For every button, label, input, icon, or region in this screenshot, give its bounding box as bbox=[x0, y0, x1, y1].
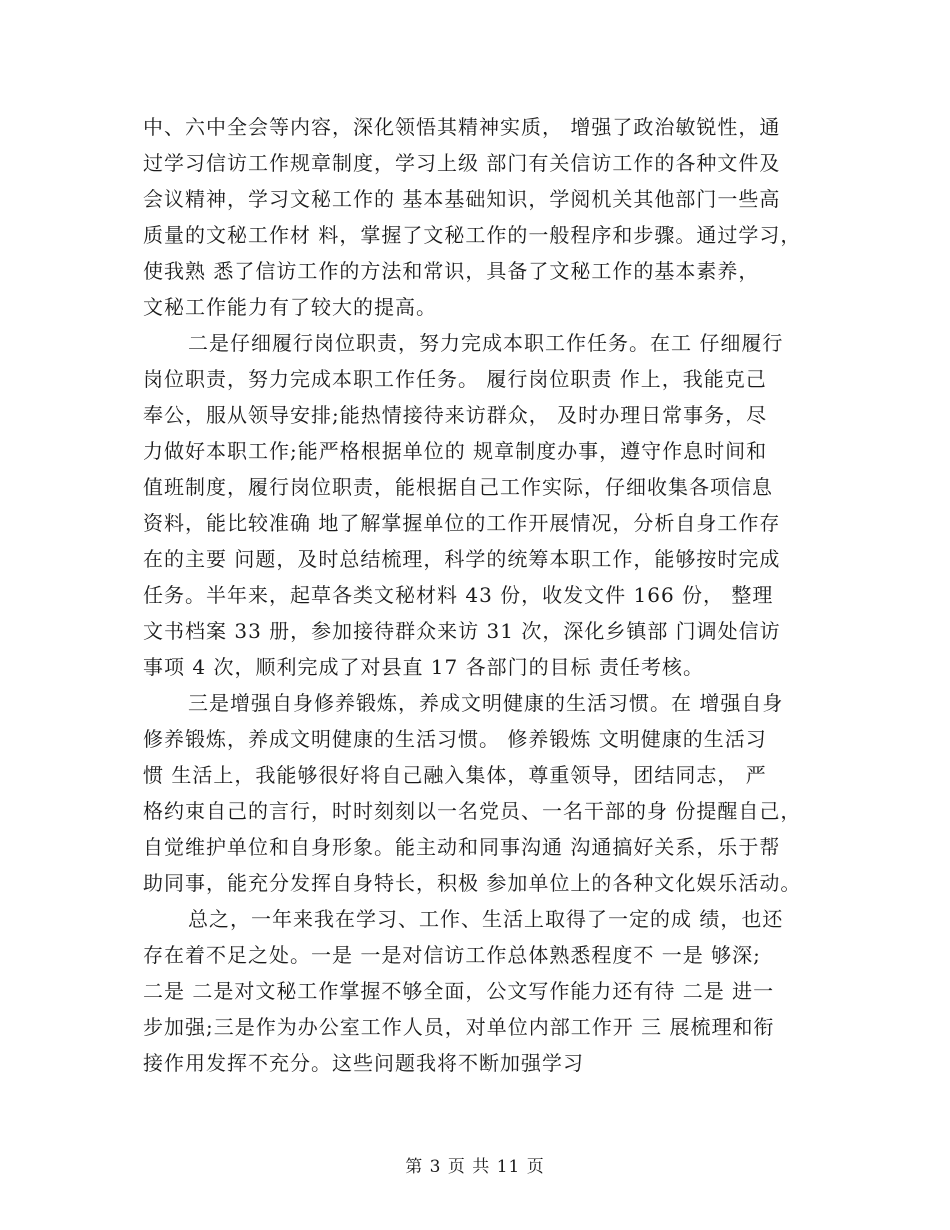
text-line: 中、六中全会等内容，深化领悟其精神实质， 增强了政治敏锐性，通 bbox=[143, 115, 781, 139]
text-line: 总之，一年来我在学习、工作、生活上取得了一定的成 绩，也还 bbox=[188, 907, 784, 931]
text-line: 会议精神，学习文秘工作的 基本基础知识，学阅机关其他部门一些高 bbox=[143, 187, 781, 211]
page-number-footer: 第 3 页 共 11 页 bbox=[405, 1157, 545, 1177]
text-line: 值班制度，履行岗位职责，能根据自己工作实际，仔细收集各项信息 bbox=[143, 475, 773, 499]
text-line: 文书档案 33 册，参加接待群众来访 31 次，深化乡镇部 门调处信访 bbox=[143, 619, 781, 643]
text-line: 过学习信访工作规章制度，学习上级 部门有关信访工作的各种文件及 bbox=[143, 151, 781, 175]
text-line: 岗位职责，努力完成本职工作任务。 履行岗位职责 作上，我能克己 bbox=[143, 367, 767, 391]
text-line: 惯 生活上，我能够很好将自己融入集体，尊重领导，团结同志， 严 bbox=[143, 763, 767, 787]
text-line: 格约束自己的言行，时时刻刻以一名党员、一名干部的身 份提醒自己， bbox=[143, 799, 802, 823]
text-line: 存在着不足之处。一是 一是对信访工作总体熟悉程度不 一是 够深; bbox=[143, 943, 761, 967]
text-line: 步加强;三是作为办公室工作人员，对单位内部工作开 三 展梳理和衔 bbox=[143, 1015, 775, 1039]
text-line: 事项 4 次，顺利完成了对县直 17 各部门的目标 责任考核。 bbox=[143, 655, 704, 679]
text-line: 二是 二是对文秘工作掌握不够全面，公文写作能力还有待 二是 进一 bbox=[143, 979, 775, 1003]
text-line: 使我熟 悉了信访工作的方法和常识，具备了文秘工作的基本素养， bbox=[143, 259, 760, 283]
text-line: 在的主要 问题，及时总结梳理，科学的统筹本职工作，能够按时完成 bbox=[143, 547, 781, 571]
text-line: 二是仔细履行岗位职责，努力完成本职工作任务。在工 仔细履行 bbox=[188, 331, 784, 355]
text-line: 接作用发挥不充分。这些问题我将不断加强学习 bbox=[143, 1051, 584, 1075]
text-line: 自觉维护单位和自身形象。能主动和同事沟通 沟通搞好关系，乐于帮 bbox=[143, 835, 781, 859]
text-line: 质量的文秘工作材 料，掌握了文秘工作的一般程序和步骤。通过学习， bbox=[143, 223, 802, 247]
text-line: 修养锻炼，养成文明健康的生活习惯。 修养锻炼 文明健康的生活习 bbox=[143, 727, 767, 751]
text-line: 奉公，服从领导安排;能热情接待来访群众， 及时办理日常事务，尽 bbox=[143, 403, 768, 427]
text-line: 资料，能比较准确 地了解掌握单位的工作开展情况，分析自身工作存 bbox=[143, 511, 781, 535]
text-line: 三是增强自身修养锻炼，养成文明健康的生活习惯。在 增强自身 bbox=[188, 691, 784, 715]
text-line: 助同事，能充分发挥自身特长，积极 参加单位上的各种文化娱乐活动。 bbox=[143, 871, 802, 895]
text-line: 力做好本职工作;能严格根据单位的 规章制度办事，遵守作息时间和 bbox=[143, 439, 768, 463]
text-line: 任务。半年来，起草各类文秘材料 43 份，收发文件 166 份， 整理 bbox=[143, 583, 774, 607]
text-line: 文秘工作能力有了较大的提高。 bbox=[143, 295, 437, 319]
